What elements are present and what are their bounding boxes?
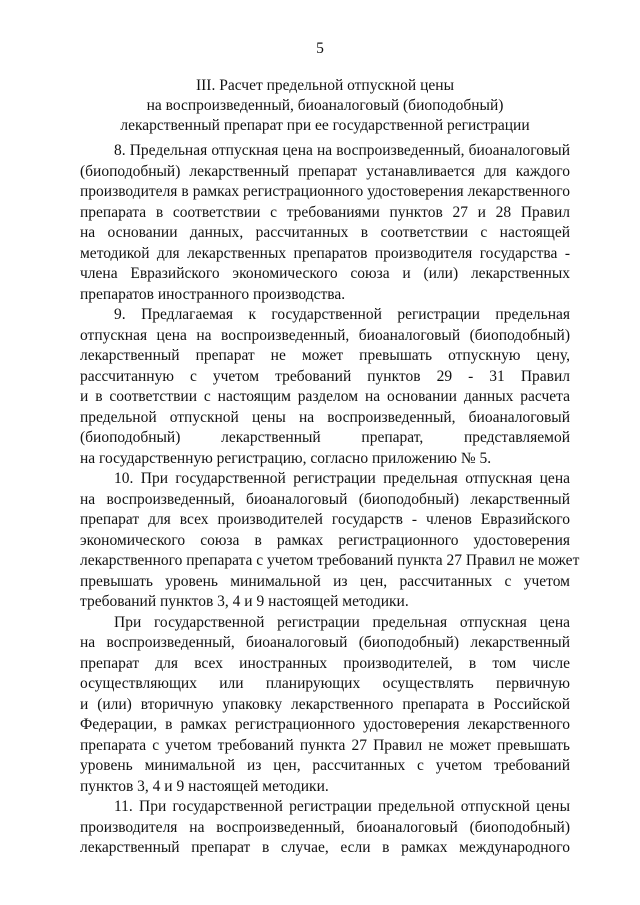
paragraph-line: 8. Предельная отпускная цена на воспроизведенный, биоаналоговый [114, 142, 570, 159]
heading-line: III. Расчет предельной отпускной цены [195, 77, 454, 94]
paragraph-line: производителя в рамках регистрационного удостоверения лекарственного [80, 183, 570, 200]
paragraph-line: производителя на воспроизведенный, биоаналоговый (биоподобный) [80, 818, 570, 836]
paragraph-line: препарата в соответствии с требованиями пунктов 27 и 28 Правил [80, 203, 570, 221]
paragraph-line: члена Евразийского экономического союза и (или) лекарственных [80, 265, 570, 282]
paragraph-line: на государственную регистрацию, согласно приложению № 5. [80, 449, 492, 467]
paragraph-line: на воспроизведенный, биоаналоговый (биоподобный) лекарственный [80, 490, 570, 508]
paragraph-line: лекарственного препарата с учетом требований пункта 27 Правил не может [80, 552, 580, 569]
heading-line: лекарственный препарат при ее государственной регистрации [120, 117, 530, 134]
paragraph [80, 797, 570, 859]
paragraph-line: При государственной регистрации предельная отпускная цена [114, 613, 570, 631]
paragraph [80, 141, 570, 305]
paragraph-line: Федерации, в рамках регистрационного удостоверения лекарственного [80, 716, 570, 733]
paragraph-line: требований пунктов 3, 4 и 9 настоящей методики. [80, 593, 409, 610]
paragraph-line: отпускная цена на воспроизведенный, биоаналоговый (биоподобный) [80, 326, 570, 344]
paragraph-line: препарат для всех иностранных производителей, в том числе [80, 654, 570, 672]
paragraph-line: лекарственный препарат в случае, если в рамках международного [80, 839, 570, 856]
paragraph-line: и (или) вторичную упаковку лекарственного препарата в Российской [80, 695, 570, 713]
paragraph-line: предельной отпускной цены на воспроизведенный, биоаналоговый [80, 408, 570, 426]
page-number: 5 [316, 40, 324, 57]
paragraph-line: 11. При государственной регистрации предельной отпускной цены [114, 798, 570, 815]
paragraph-line: препарата с учетом требований пункта 27 Правил не может превышать [80, 736, 570, 754]
paragraph-line: препарат для всех производителей государств - членов Евразийского [80, 511, 570, 528]
section-heading [80, 76, 570, 136]
paragraph [80, 305, 570, 469]
heading-line: на воспроизведенный, биоаналоговый (биоподобный) [146, 97, 504, 114]
paragraph-line: превышать уровень минимальной из цен, рассчитанных с учетом [80, 572, 570, 590]
paragraph-line: на воспроизведенный, биоаналоговый (биоподобный) лекарственный [80, 634, 570, 651]
paragraph-line: осуществляющих или планирующих осуществлять первичную [80, 675, 570, 692]
paragraph-line: методикой для лекарственных препаратов производителя государства - [80, 244, 570, 262]
paragraph-line: уровень минимальной из цен, рассчитанных с учетом требований [80, 757, 570, 774]
paragraph-line: на основании данных, рассчитанных в соответствии с настоящей [80, 224, 570, 241]
paragraph-line: 9. Предлагаемая к государственной регистрации предельная [114, 306, 570, 323]
paragraph [80, 613, 570, 798]
paragraph-line: препаратов иностранного производства. [80, 285, 346, 303]
paragraph-line: (биоподобный) лекарственный препарат, представляемой [80, 429, 570, 446]
paragraph-line: лекарственный препарат не может превышать отпускную цену, [80, 347, 570, 364]
paragraph-line: экономического союза в рамках регистрационного удостоверения [80, 531, 570, 549]
paragraph-line: рассчитанную с учетом требований пунктов 29 - 31 Правил [80, 367, 570, 385]
paragraph-line: пунктов 3, 4 и 9 настоящей методики. [80, 777, 329, 795]
paragraph-line: 10. При государственной регистрации предельная отпускная цена [114, 470, 570, 487]
paragraph-line: и в соответствии с настоящим разделом на основании данных расчета [80, 388, 570, 405]
paragraph [80, 469, 580, 613]
document-body [80, 141, 580, 859]
paragraph-line: (биоподобный) лекарственный препарат устанавливается для каждого [80, 162, 570, 180]
